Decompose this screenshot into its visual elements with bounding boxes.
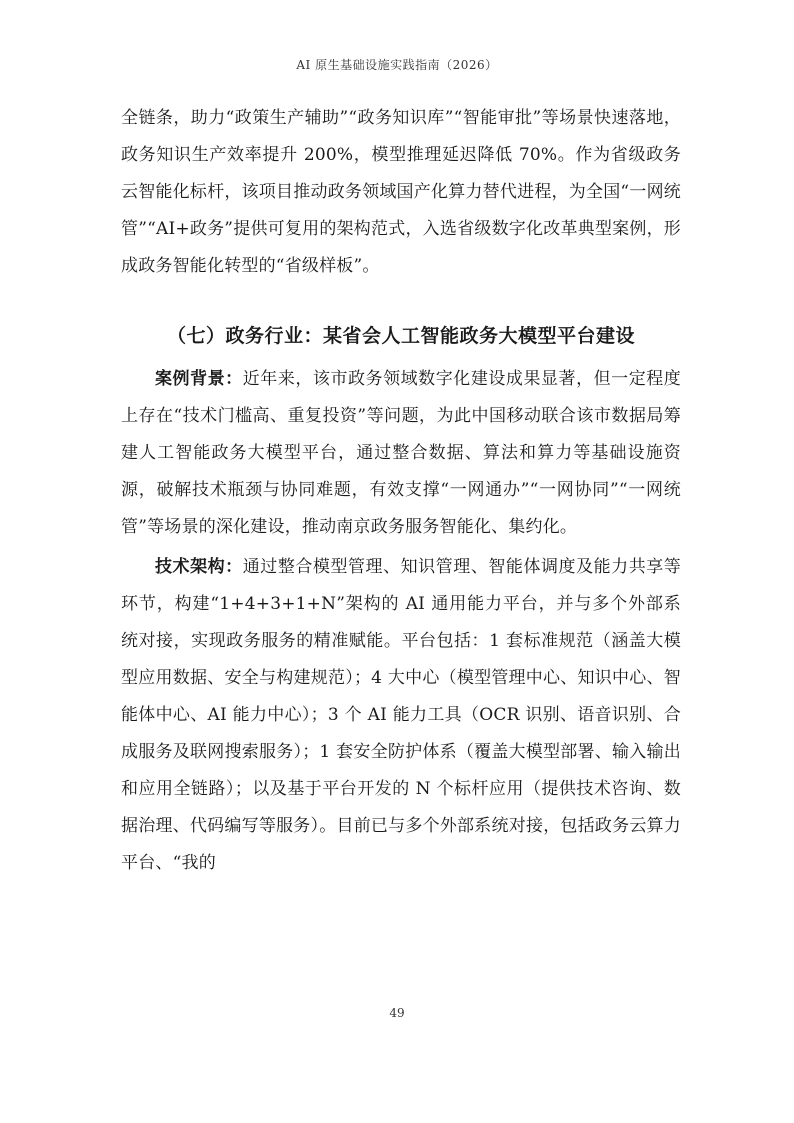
background-text: 近年来，该市政务领域数字化建设成果显著，但一定程度上存在“技术门槛高、重复投资”等问题，为此中国移动联合该市数据局筹建人工智能政务大模型平台，通过整合数据、算法和算力等基础设施资源，破解技术瓶颈与协同难题，有效支撑“一网通办”“一网协同”“一网统管”等场景的深化建设，推动南京政务服务智能化、集约化。: [121, 369, 682, 537]
background-paragraph: [121, 361, 681, 546]
page-header: AI 原生基础设施实践指南（2026）: [296, 58, 498, 72]
page-number: 49: [389, 1006, 405, 1020]
intro-paragraph: 全链条，助力“政策生产辅助”“政务知识库”“智能审批”等场景快速落地，政务知识生产效率提升 200%，模型推理延迟降低 70%。作为省级政务云智能化标杆，该项目推动政务领域国产化算力替代进程，为全国“一网统管”“AI+政务”提供可复用的架构范式，入选省级数字化改革典型案例，形成政务智能化转型的“省级样板”。: [121, 108, 681, 276]
architecture-paragraph: [121, 549, 681, 882]
architecture-label: 技术架构：: [155, 557, 243, 577]
background-label: 案例背景：: [155, 369, 243, 389]
architecture-text: 通过整合模型管理、知识管理、智能体调度及能力共享等环节，构建“1+4+3+1+N”架构的 AI 通用能力平台，并与多个外部系统对接，实现政务服务的精准赋能。平台包括：1 套标准规范（涵盖大模型应用数据、安全与构建规范）；4 大中心（模型管理中心、知识中心、智能体中心、AI 能力中心）；3 个 AI 能力工具（OCR 识别、语音识别、合成服务及联网搜索服务）；1 套安全防护体系（覆盖大模型部署、输入输出和应用全链路）；以及基于平台开发的 N 个标杆应用（提供技术咨询、数据治理、代码编写等服务）。目前已与多个外部系统对接，包括政务云算力平台、“我的: [121, 557, 682, 873]
section-title: （七）政务行业：某省会人工智能政务大模型平台建设: [166, 325, 635, 347]
document-body: [121, 100, 681, 882]
